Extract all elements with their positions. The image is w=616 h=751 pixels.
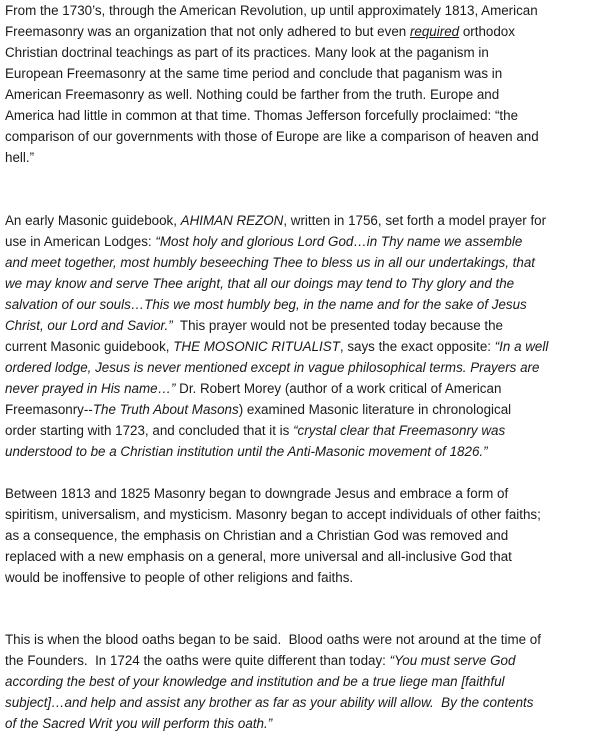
text-run: Freemasonry was an organization that not only adhered to but even bbox=[5, 24, 410, 39]
text-line: hell.” bbox=[5, 150, 35, 165]
quote-line: salvation of our souls…This we most humbly beg, in the name and for the sake of Jesus bbox=[5, 297, 527, 312]
paragraph-downgrade bbox=[5, 483, 541, 588]
text-line bbox=[5, 650, 541, 671]
text-run: , written in 1756, set forth a model prayer for bbox=[283, 213, 547, 228]
book-title: The Truth About Masons bbox=[92, 402, 239, 417]
text-run: use in American Lodges: bbox=[5, 234, 156, 249]
text-line bbox=[5, 420, 548, 441]
text-line: This is when the blood oaths began to be said. Blood oaths were not around at the time of bbox=[5, 632, 541, 647]
quote-text: never prayed in His name…” bbox=[5, 381, 176, 396]
paragraph-blood-oaths bbox=[5, 629, 541, 734]
book-title: AHIMAN REZON bbox=[180, 213, 284, 228]
quote-line: according the best of your knowledge and institution and be a true liege man [faithful bbox=[5, 674, 505, 689]
text-run: orthodox bbox=[459, 24, 515, 39]
text-line: comparison of our governments with those of Europe are like a comparison of heaven and bbox=[5, 129, 539, 144]
paragraph-ahiman-rezon bbox=[5, 210, 548, 462]
text-line bbox=[5, 231, 548, 252]
text-line: spiritism, universalism, and mysticism. Masonry began to accept individuals of other faiths; bbox=[5, 507, 541, 522]
text-line: replaced with a new emphasis on a general, more universal and all-inclusive God that bbox=[5, 549, 512, 564]
text-line: would be inoffensive to people of other religions and faiths. bbox=[5, 570, 354, 585]
text-run: ) examined Masonic literature in chronological bbox=[238, 402, 512, 417]
quote-text: “Most holy and glorious Lord God…in Thy name we assemble bbox=[155, 234, 523, 249]
text-line: Christian doctrinal teachings as part of its practices. Many look at the paganism in bbox=[5, 45, 489, 60]
emphasis-required: required bbox=[409, 24, 460, 39]
quote-text: “crystal clear that Freemasonry was bbox=[293, 423, 506, 438]
quote-text: “You must serve God bbox=[389, 653, 516, 668]
text-line: America had little in common at that time. Thomas Jefferson forcefully proclaimed: “the bbox=[5, 108, 519, 123]
text-line bbox=[5, 399, 548, 420]
book-title: THE MOSONIC RITUALIST bbox=[173, 339, 340, 354]
quote-text: “In a well bbox=[494, 339, 549, 354]
text-line: as a consequence, the emphasis on Christian and a Christian God was removed and bbox=[5, 528, 509, 543]
text-line: Between 1813 and 1825 Masonry began to downgrade Jesus and embrace a form of bbox=[5, 486, 509, 501]
text-run: Dr. Robert Morey (author of a work critical of American bbox=[175, 381, 502, 396]
text-run: current Masonic guidebook, bbox=[5, 339, 174, 354]
quote-line: subject]…and help and assist any brother as far as your ability will allow. By the contents bbox=[5, 695, 534, 710]
text-run: An early Masonic guidebook, bbox=[5, 213, 181, 228]
text-line: American Freemasonry as well. Nothing could be farther from the truth. Europe and bbox=[5, 87, 500, 102]
paragraph-colonial-era bbox=[5, 0, 539, 168]
text-line bbox=[5, 21, 539, 42]
quote-line: ordered lodge, Jesus is never mentioned except in vague philosophical terms. Prayers are bbox=[5, 360, 540, 375]
text-line: From the 1730’s, through the American Revolution, up until approximately 1813, American bbox=[5, 3, 538, 18]
quote-text: Christ, our Lord and Savior.” bbox=[5, 318, 173, 333]
quote-line: understood to be a Christian institution until the Anti-Masonic movement of 1826.” bbox=[5, 444, 488, 459]
quote-line: we may know and serve Thee aright, that all our doings may tend to Thy glory and the bbox=[5, 276, 515, 291]
text-run: the Founders. In 1724 the oaths were quite different than today: bbox=[5, 653, 390, 668]
text-run: order starting with 1723, and concluded that it is bbox=[5, 423, 294, 438]
text-line bbox=[5, 210, 548, 231]
text-line bbox=[5, 378, 548, 399]
text-run: Freemasonry-- bbox=[5, 402, 93, 417]
quote-line: of the Sacred Writ you will perform this oath.” bbox=[5, 716, 273, 731]
quote-line: and meet together, most humbly beseeching Thee to bless us in all our undertakings, that bbox=[5, 255, 535, 270]
text-line bbox=[5, 336, 548, 357]
text-line bbox=[5, 315, 548, 336]
text-line: European Freemasonry at the same time period and conclude that paganism was in bbox=[5, 66, 503, 81]
text-run: , says the exact opposite: bbox=[339, 339, 495, 354]
text-run: This prayer would not be presented today because the bbox=[172, 318, 503, 333]
